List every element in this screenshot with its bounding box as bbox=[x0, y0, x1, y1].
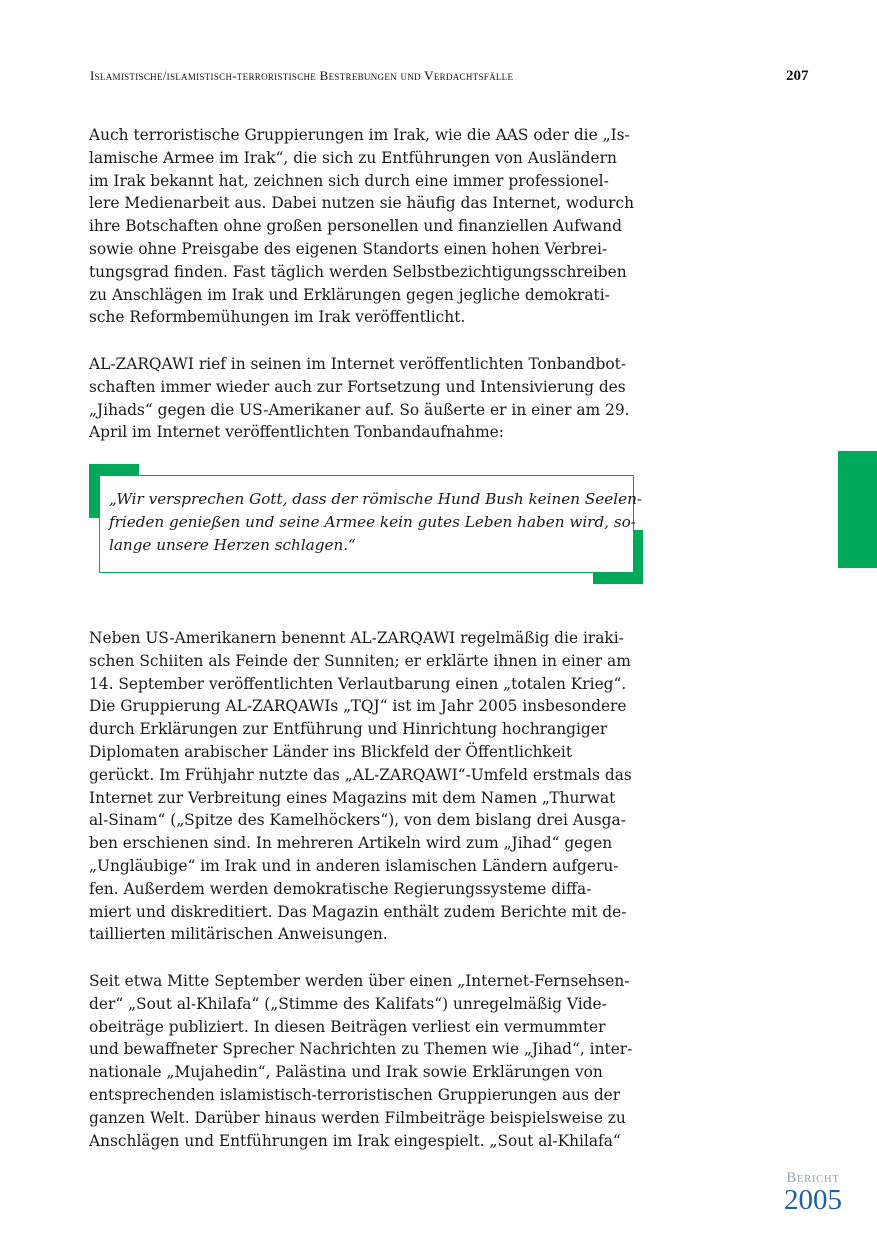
bericht-logo bbox=[778, 1170, 848, 1214]
text-line: schen Schiiten als Feinde der Sunniten; er erklärte ihnen in einer am bbox=[89, 651, 631, 670]
text-line: nationale „Mujahedin“, Palästina und Irak sowie Erklärungen von bbox=[89, 1063, 603, 1082]
text-line: AL-ZARQAWI rief in seinen im Internet veröffentlichten Tonbandbot- bbox=[89, 355, 627, 373]
text-line: ben erschienen sind. In mehreren Artikeln wird zum „Jihad“ gegen bbox=[89, 834, 613, 853]
quote-line: lange unsere Herzen schlagen.“ bbox=[109, 536, 356, 554]
text-line: al-Sinam“ („Spitze des Kamelhöckers“), von dem bislang drei Ausga- bbox=[89, 811, 626, 830]
chapter-side-tab bbox=[838, 451, 877, 568]
text-line: und bewaffneter Sprecher Nachrichten zu Themen wie „Jihad“, inter- bbox=[89, 1040, 633, 1059]
quote-line: frieden genießen und seine Armee kein gutes Leben haben wird, so- bbox=[109, 513, 636, 531]
text-line: Seit etwa Mitte September werden über einen „Internet-Fernsehsen- bbox=[89, 972, 630, 990]
text-line: 14. September veröffentlichten Verlautbarung einen „totalen Krieg“. bbox=[89, 674, 627, 693]
text-line: Internet zur Verbreitung eines Magazins mit dem Namen „Thurwat bbox=[89, 788, 616, 807]
text-line: im Irak bekannt hat, zeichnen sich durch eine immer professionel- bbox=[89, 171, 609, 190]
text-line: Neben US-Amerikanern benennt AL-ZARQAWI regelmäßig die iraki- bbox=[89, 629, 624, 647]
text-line: gerückt. Im Frühjahr nutzte das „AL-ZARQAWI“-Umfeld erstmals das bbox=[89, 765, 632, 784]
text-line: „Ungläubige“ im Irak und in anderen islamischen Ländern aufgeru- bbox=[89, 856, 619, 875]
text-line: taillierten militärischen Anweisungen. bbox=[89, 925, 388, 944]
text-line: ganzen Welt. Darüber hinaus werden Filmbeiträge beispielsweise zu bbox=[89, 1108, 626, 1127]
paragraph-2 bbox=[89, 353, 649, 444]
running-head: Islamistische/islamistisch-terroristische Bestrebungen und Verdachtsfälle bbox=[90, 68, 514, 83]
text-line: Die Gruppierung AL-ZARQAWIs „TQJ“ ist im Jahr 2005 insbesondere bbox=[89, 697, 627, 716]
text-line: April im Internet veröffentlichten Tonbandaufnahme: bbox=[89, 423, 504, 442]
logo-year: 2005 bbox=[784, 1184, 842, 1216]
text-line: durch Erklärungen zur Entführung und Hinrichtung hochrangiger bbox=[89, 720, 608, 739]
logo-word: Bericht bbox=[786, 1170, 840, 1186]
text-line: der“ „Sout al-Khilafa“ („Stimme des Kalifats“) unregelmäßig Vide- bbox=[89, 994, 607, 1013]
text-line: ihre Botschaften ohne großen personellen und finanziellen Aufwand bbox=[89, 217, 622, 236]
paragraph-1 bbox=[89, 124, 649, 329]
text-line: obeiträge publiziert. In diesen Beiträgen verliest ein vermummter bbox=[89, 1017, 606, 1036]
text-line: lere Medienarbeit aus. Dabei nutzen sie häufig das Internet, wodurch bbox=[89, 194, 635, 213]
text-line: sowie ohne Preisgabe des eigenen Standorts einen hohen Verbrei- bbox=[89, 239, 608, 258]
text-line: fen. Außerdem werden demokratische Regierungssysteme diffa- bbox=[89, 879, 592, 898]
text-line: lamische Armee im Irak“, die sich zu Entführungen von Ausländern bbox=[89, 148, 617, 167]
page-number: 207 bbox=[786, 68, 809, 84]
text-line: schaften immer wieder auch zur Fortsetzung und Intensivierung des bbox=[89, 377, 626, 396]
quote-line: „Wir versprechen Gott, dass der römische Hund Bush keinen Seelen- bbox=[109, 490, 643, 508]
text-line: tungsgrad finden. Fast täglich werden Selbstbezichtigungsschreiben bbox=[89, 262, 627, 281]
text-line: „Jihads“ gegen die US-Amerikaner auf. So äußerte er in einer am 29. bbox=[89, 400, 630, 419]
text-line: entsprechenden islamistisch-terroristischen Gruppierungen aus der bbox=[89, 1085, 621, 1104]
text-line: sche Reformbemühungen im Irak veröffentlicht. bbox=[89, 308, 466, 327]
paragraph-3 bbox=[89, 627, 649, 946]
paragraph-4 bbox=[89, 970, 649, 1152]
text-line: zu Anschlägen im Irak und Erklärungen gegen jegliche demokrati- bbox=[89, 285, 610, 304]
text-line: miert und diskreditiert. Das Magazin enthält zudem Berichte mit de- bbox=[89, 902, 627, 921]
quote-box bbox=[99, 475, 643, 573]
quote-text bbox=[109, 488, 643, 557]
text-line: Anschlägen und Entführungen im Irak eingespielt. „Sout al-Khilafa“ bbox=[89, 1131, 621, 1150]
text-line: Diplomaten arabischer Länder ins Blickfeld der Öffentlichkeit bbox=[89, 742, 573, 761]
text-line: Auch terroristische Gruppierungen im Irak, wie die AAS oder die „Is- bbox=[89, 126, 630, 144]
